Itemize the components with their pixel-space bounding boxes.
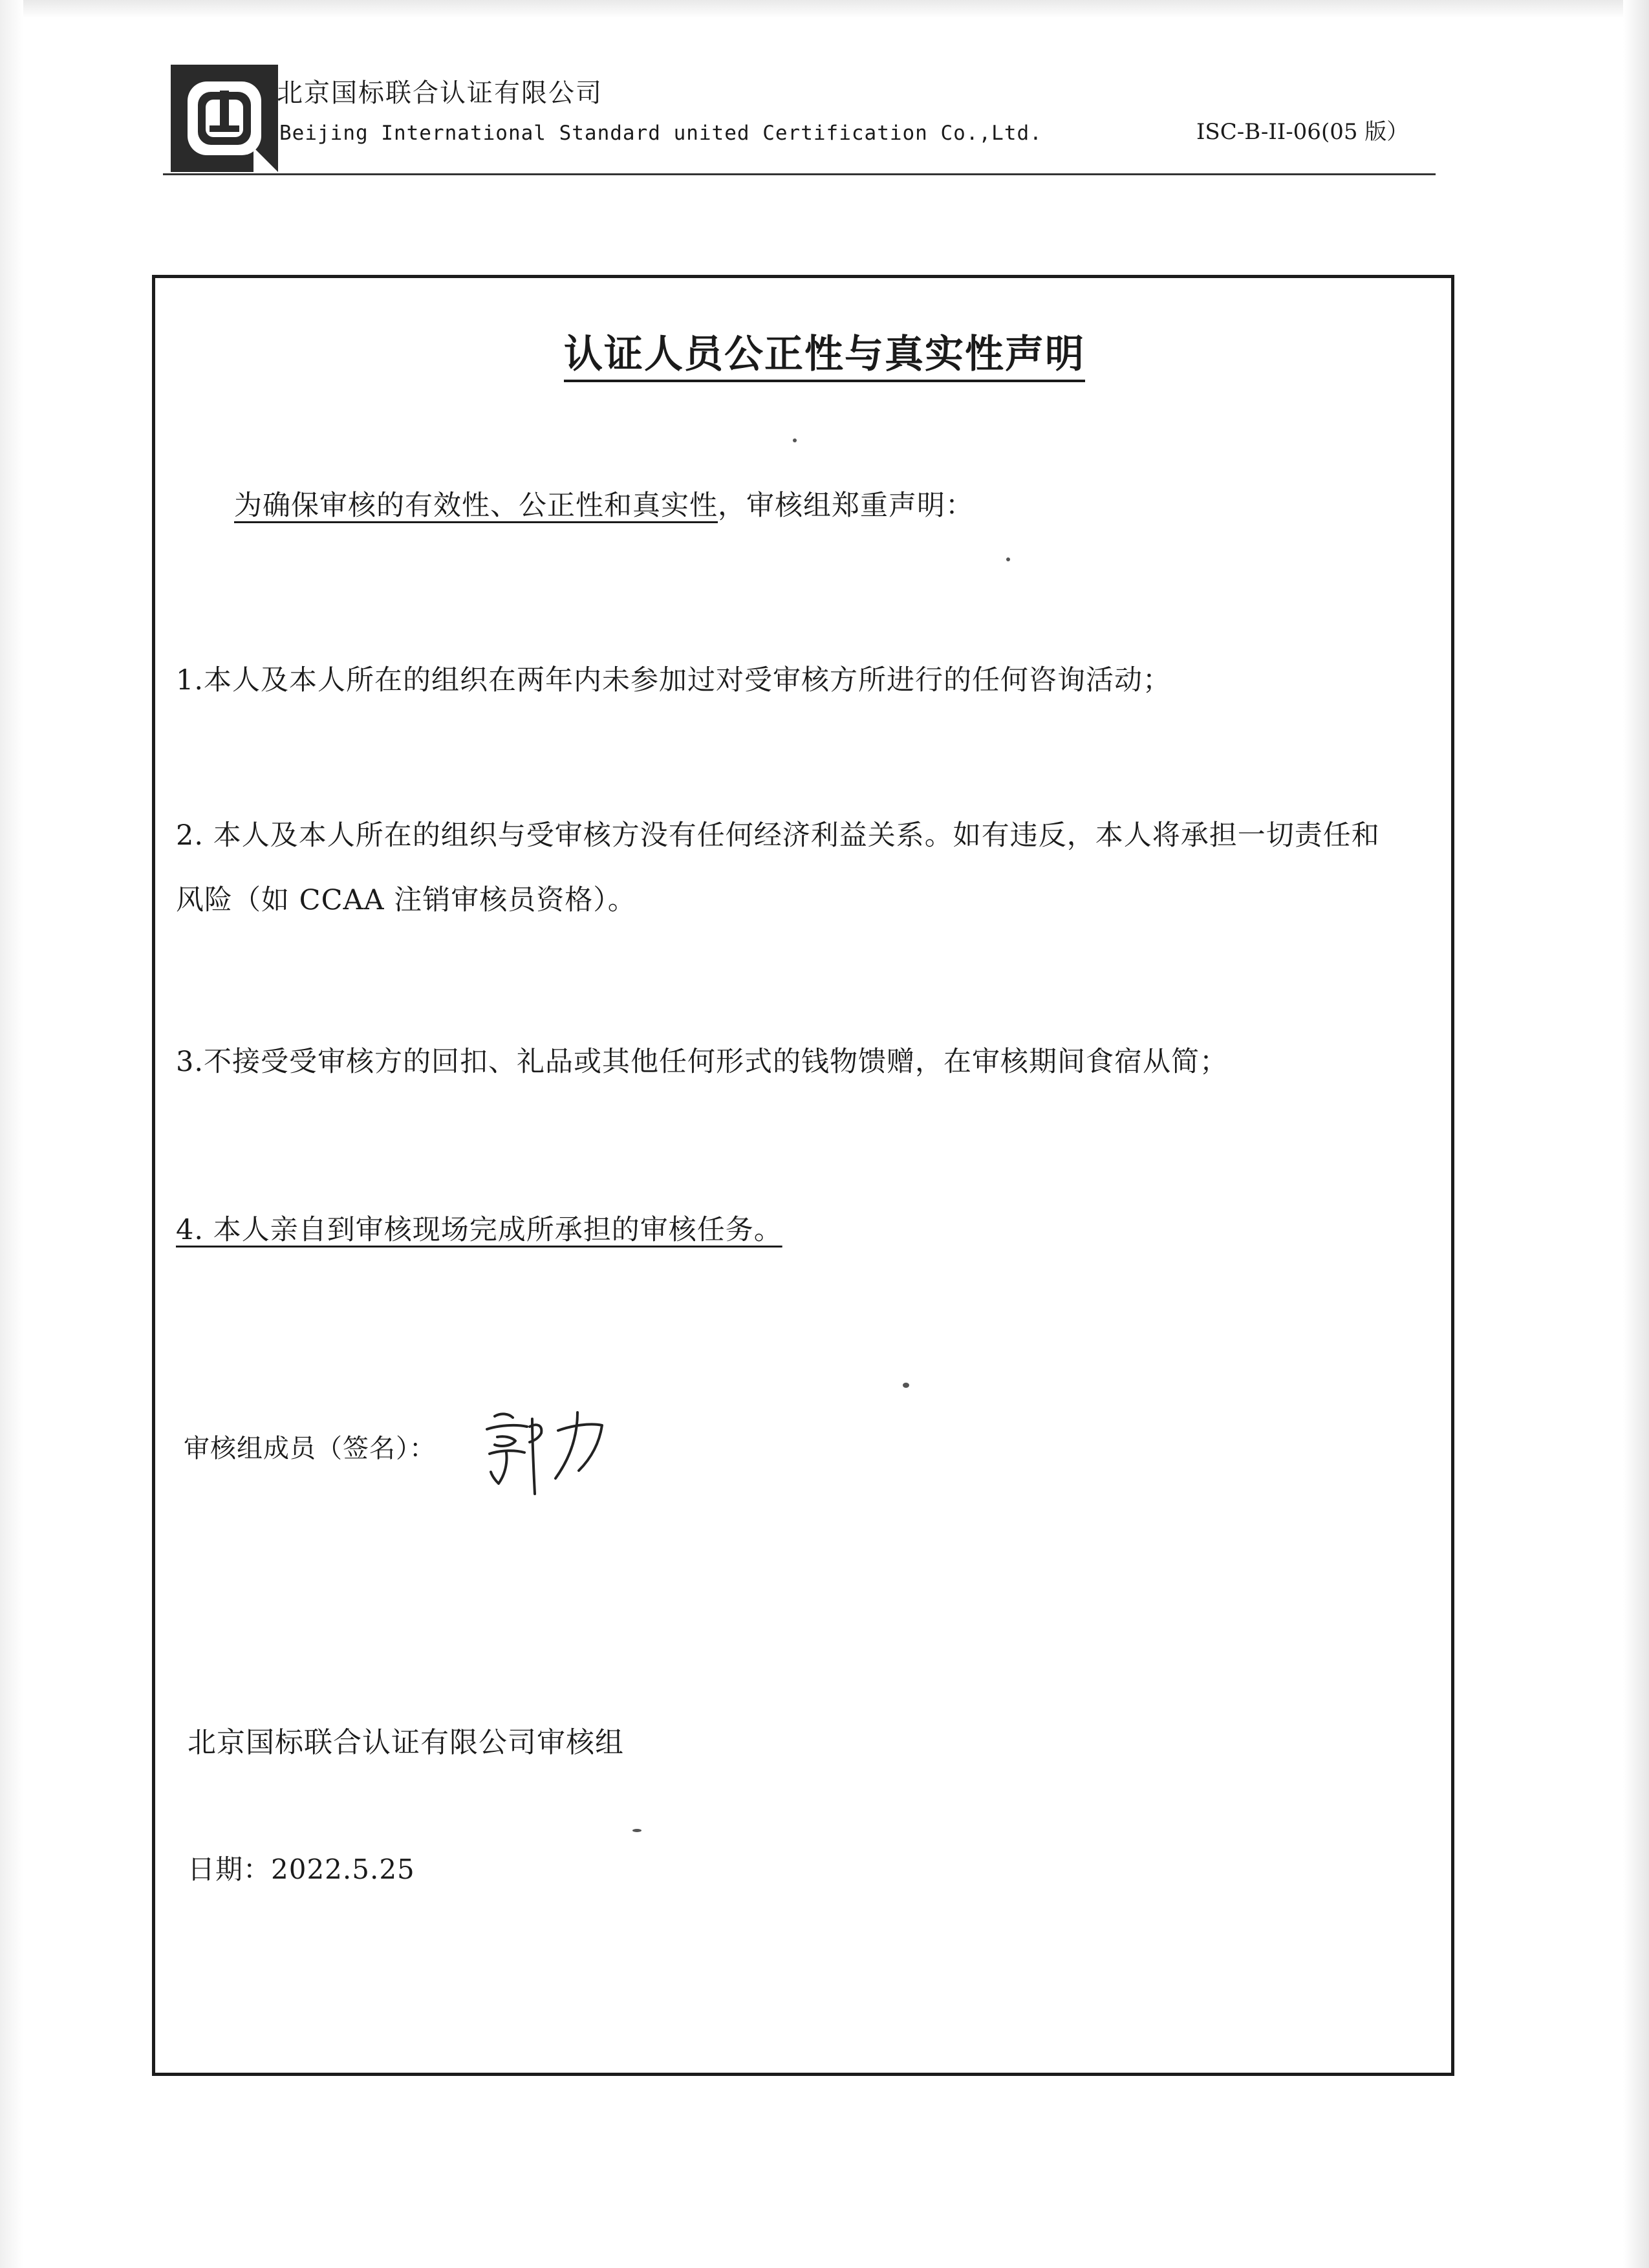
signature-label: 审核组成员（签名）： (184, 1434, 436, 1463)
date-row (188, 1848, 415, 1887)
declaration-title: 认证人员公正性与真实性声明 (564, 332, 1085, 382)
declaration-item-4: 4. 本人亲自到审核现场完成所承担的审核任务。 (176, 1214, 782, 1246)
scan-edge-top (0, 0, 1649, 18)
declaration-item-2-line-2: 风险（如 CCAA 注销审核员资格）。 (176, 884, 636, 916)
scan-speck (632, 1829, 641, 1832)
scan-speck (903, 1383, 909, 1388)
declaration-frame (152, 275, 1454, 2076)
handwritten-signature (475, 1403, 611, 1500)
scan-speck (1006, 557, 1010, 561)
scan-speck (793, 438, 797, 442)
audit-team-org: 北京国标联合认证有限公司审核组 (188, 1726, 624, 1759)
declaration-item-3: 3.不接受受审核方的回扣、礼品或其他任何形式的钱物馈赠，在审核期间食宿从简； (176, 1046, 1229, 1078)
document-code: ISC-B-II-06(05 版） (1196, 119, 1409, 145)
declaration-item-1: 1.本人及本人所在的组织在两年内未参加过对受审核方所进行的任何咨询活动； (176, 664, 1172, 697)
intro-underlined: 为确保审核的有效性、公正性和真实性 (234, 490, 718, 522)
intro-statement (234, 484, 974, 523)
declaration-title-row (0, 323, 1649, 379)
declaration-item-2-line-1: 2. 本人及本人所在的组织与受审核方没有任何经济利益关系。如有违反，本人将承担一切责任和 (176, 819, 1380, 852)
date-label: 日期： (188, 1853, 272, 1885)
company-name-en: Beijing International Standard united Certification Co.,Ltd. (279, 122, 1042, 145)
date-value: 2022.5.25 (271, 1853, 415, 1885)
intro-rest: ，审核组郑重声明： (718, 490, 974, 522)
header-divider (163, 173, 1436, 175)
company-name-cn: 北京国标联合认证有限公司 (277, 78, 603, 108)
company-logo-icon (169, 63, 279, 173)
